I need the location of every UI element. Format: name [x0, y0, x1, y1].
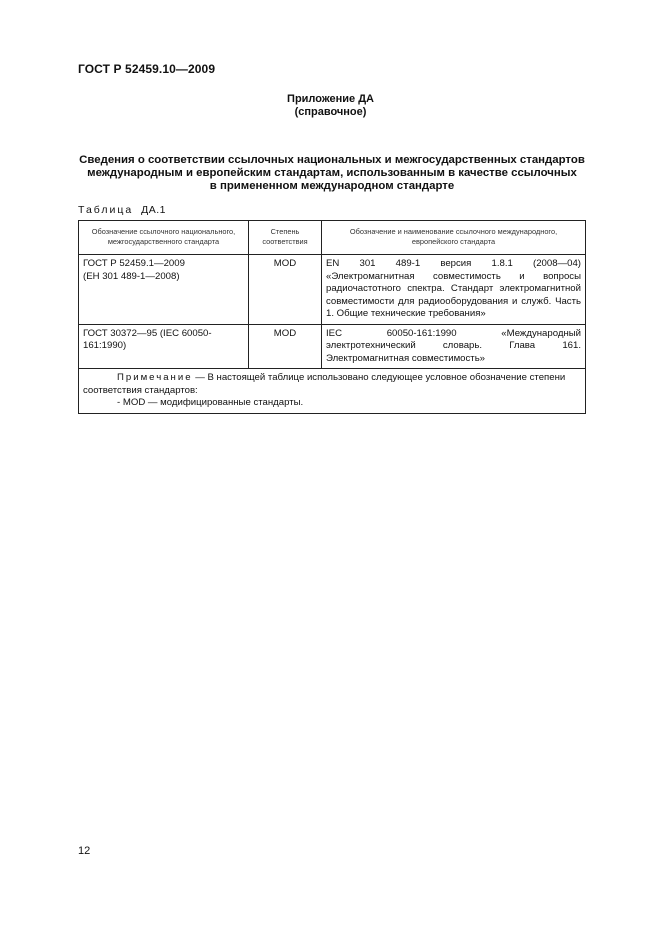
standards-correspondence-table: [78, 220, 586, 414]
table-row: [79, 255, 586, 325]
section-title-line: в примененном международном стандарте: [209, 180, 455, 192]
table-caption: [78, 204, 166, 216]
national-standard-code-secondary: 161:1990): [83, 340, 127, 351]
appendix-heading: [0, 93, 661, 119]
table-caption-label: Таблица: [78, 204, 134, 216]
note-text: [83, 372, 581, 397]
section-title: [78, 154, 586, 193]
table-note-row: [79, 369, 586, 414]
degree-cell: MOD: [249, 255, 322, 325]
column-header-national: Обозначение ссылочного национального, межгосударственного стандарта: [79, 221, 249, 255]
national-standard-cell: [79, 324, 249, 369]
section-title-line: международным и европейским стандартам, использованным в качестве ссылочных: [87, 167, 577, 179]
degree-cell: MOD: [249, 324, 322, 369]
appendix-subtitle: (справочное): [294, 106, 367, 118]
table-header-row: [79, 221, 586, 255]
table-caption-number: ДА.1: [141, 204, 166, 216]
national-standard-cell: [79, 255, 249, 325]
column-header-degree: Степень соответствия: [249, 221, 322, 255]
table-note: [79, 369, 586, 414]
document-code: ГОСТ Р 52459.10—2009: [78, 62, 216, 76]
column-header-international: Обозначение и наименование ссылочного международного, европейского стандарта: [322, 221, 586, 255]
note-list-item: - MOD — модифицированные стандарты.: [117, 397, 304, 408]
section-title-line: Сведения о соответствии ссылочных национальных и межгосударственных стандартов: [79, 154, 585, 166]
national-standard-code: ГОСТ Р 52459.1—2009: [83, 258, 185, 269]
international-standard-cell: IEC 60050-161:1990 «Международный электротехнический словарь. Глава 161. Электромагнитная совместимость»: [322, 324, 586, 369]
appendix-title: Приложение ДА: [287, 93, 374, 105]
national-standard-code-secondary: (ЕН 301 489-1—2008): [83, 270, 180, 282]
note-label: Примечание: [117, 372, 193, 383]
note-body: — В настоящей таблице использовано следующее условное обозначение степени соответствия стандартов:: [83, 372, 566, 396]
international-standard-cell: EN 301 489-1 версия 1.8.1 (2008—04) «Электромагнитная совместимость и вопросы радиочастотного спектра. Стандарт электромагнитной совместимости для радиооборудования и служб. Часть 1. Общие технические требования»: [322, 255, 586, 325]
national-standard-code: ГОСТ 30372—95 (IEC 60050-: [83, 327, 212, 339]
table-row: [79, 324, 586, 369]
page-number: 12: [78, 845, 91, 857]
